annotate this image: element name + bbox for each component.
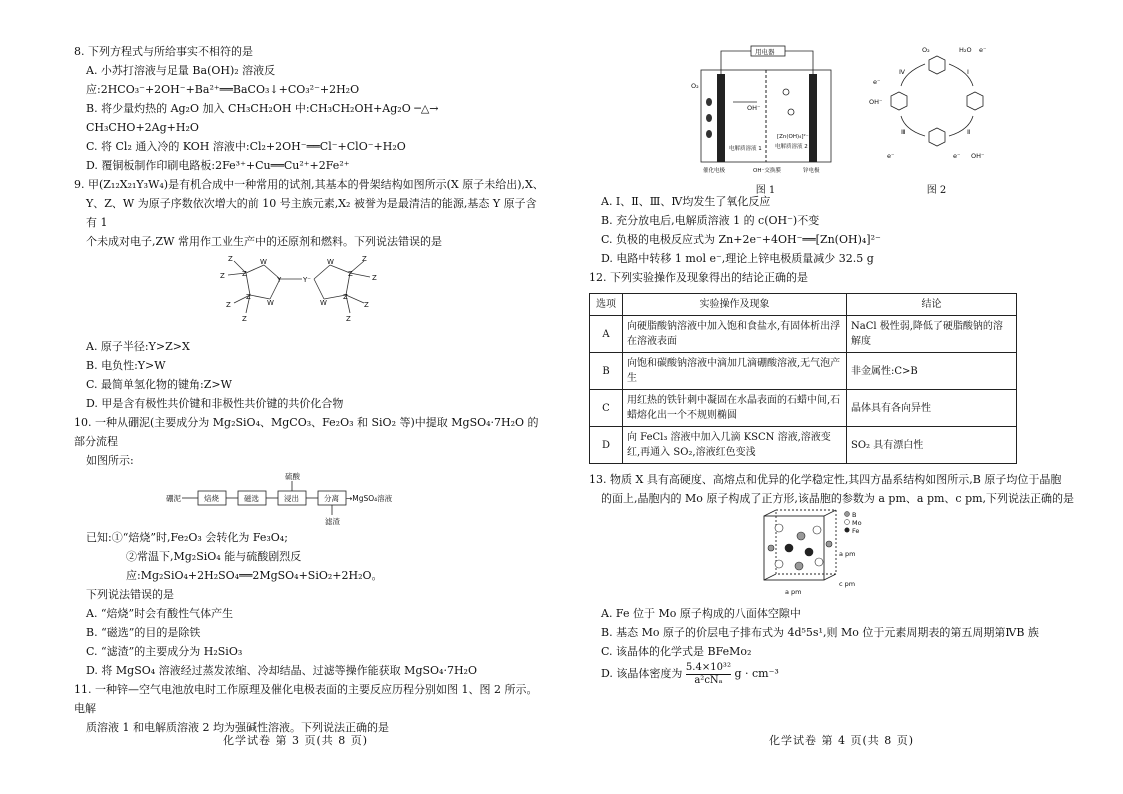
- q10-stem-line2: 如图所示:: [86, 454, 134, 467]
- q10-stem-line1: 10. 一种从硼泥(主要成分为 Mg₂SiO₄、MgCO₃、Fe₂O₃ 和 SiO₂ 等)中提取 MgSO₄·7H₂O 的部分流程: [74, 416, 539, 448]
- q10-option-c: C. “滤渣”的主要成分为 H₂SiO₃: [86, 645, 243, 658]
- atom-w: W: [267, 299, 274, 307]
- atom-z: Z: [346, 315, 351, 323]
- o2-label: O₂: [690, 82, 699, 90]
- zincate-label: [Zn(OH)₄]²⁻: [776, 134, 809, 140]
- question-11: [74, 680, 547, 737]
- q12-table: [589, 293, 1017, 464]
- q11-option-b: B. 充分放电后,电解质溶液 1 的 c(OH⁻)不变: [601, 214, 820, 227]
- atom-z: Z: [242, 270, 247, 278]
- oh-label: OH⁻: [868, 98, 882, 106]
- h2o-label: H₂O: [958, 46, 972, 54]
- atom-z: Z: [220, 272, 225, 280]
- fraction-numerator: 5.4×10³²: [685, 661, 731, 673]
- row-option: B: [590, 353, 623, 390]
- flow-acid: 硫酸: [285, 472, 300, 481]
- atom-w: W: [327, 258, 334, 266]
- flow-step-leach: 浸出: [284, 494, 299, 503]
- row-option: D: [590, 427, 623, 464]
- atom-w: W: [260, 258, 267, 266]
- atom-z: Z: [242, 315, 247, 323]
- q8-stem: 8. 下列方程式与所给事实不相符的是: [74, 45, 253, 58]
- question-11-options: [589, 192, 1108, 268]
- q13-option-a: A. Fe 位于 Mo 原子构成的八面体空隙中: [601, 607, 801, 620]
- q13-option-c: C. 该晶体的化学式是 BFeMo₂: [601, 645, 752, 658]
- row-option: A: [590, 316, 623, 353]
- flow-start: 硼泥: [166, 494, 181, 503]
- q10-flow-diagram: [74, 470, 494, 528]
- atom-z: Z: [246, 293, 251, 301]
- axis-a-horizontal: a pm: [785, 588, 802, 596]
- catalytic-electrode: [717, 74, 725, 162]
- q12-stem: 12. 下列实验操作及现象得出的结论正确的是: [589, 271, 808, 284]
- footer-page-4: 化学试卷 第 4 页(共 8 页): [768, 734, 915, 747]
- step-4-label: Ⅳ: [898, 68, 905, 76]
- atom-z: Z: [343, 293, 348, 301]
- oh-label: OH⁻: [970, 152, 984, 160]
- legend-b: B: [852, 511, 857, 519]
- solution-2-label: 电解质溶液 2: [774, 144, 808, 150]
- q9-option-d: D. 甲是含有极性共价键和非极性共价键的共价化合物: [86, 397, 344, 410]
- question-8: [74, 42, 547, 175]
- electron-label: e⁻: [872, 78, 880, 86]
- q13-option-b: B. 基态 Mo 原子的价层电子排布式为 4d⁵5s¹,则 Mo 位于元素周期表的第五周期第ⅣB 族: [601, 626, 1039, 639]
- atom-y-minus: Y⁻: [303, 276, 311, 284]
- step-2-label: Ⅱ: [966, 128, 970, 136]
- table-row: [590, 353, 1017, 390]
- q11-stem-line2: 质溶液 1 和电解质溶液 2 均为强碱性溶液。下列说法正确的是: [86, 721, 389, 734]
- axis-a-vertical: a pm: [839, 550, 856, 558]
- q11-option-a: A. Ⅰ、Ⅱ、Ⅲ、Ⅳ均发生了氧化反应: [601, 195, 771, 208]
- flow-step-roast: 焙烧: [204, 494, 219, 503]
- q13-option-d: [601, 661, 1108, 687]
- oh-label: OH⁻: [746, 104, 760, 112]
- step-3-label: Ⅲ: [900, 128, 905, 136]
- q13-stem-line1: 13. 物质 X 具有高硬度、高熔点和优异的化学稳定性,其四方晶系结构如图所示,B 原子均位于晶胞: [589, 473, 1062, 486]
- flow-end: →MgSO₄溶液: [346, 494, 393, 503]
- q11-stem-line1: 11. 一种锌—空气电池放电时工作原理及催化电极表面的主要反应历程分别如图 1、图 2 所示。电解: [74, 683, 538, 715]
- header-conclusion: 结论: [847, 294, 1017, 316]
- row-option: C: [590, 390, 623, 427]
- q9-stem-line2: Y、Z、W 为原子序数依次增大的前 10 号主族元素,X₂ 被誉为是最清洁的能源,基态 Y 原子含有 1: [86, 197, 537, 229]
- axis-c: c pm: [839, 580, 856, 588]
- q13-option-d-prefix: D. 该晶体密度为: [601, 667, 683, 680]
- fraction-denominator: a²cNₐ: [694, 674, 723, 686]
- q13-stem-line2: 的面上,晶胞内的 Mo 原子构成了正方形,该晶胞的参数为 a pm、a pm、c pm,下列说法正确的是: [601, 492, 1075, 505]
- q9-skeleton-structure: [74, 251, 494, 337]
- row-operation: 用红热的铁针刺中凝固在水晶表面的石蜡中间,石蜡熔化出一个不规则椭圆: [623, 390, 847, 427]
- density-unit: g · cm⁻³: [734, 667, 779, 680]
- flow-residue: 滤渣: [325, 517, 340, 526]
- zinc-electrode: [809, 74, 817, 162]
- figure-2-caption: 图 2: [926, 185, 947, 196]
- q9-stem-line1: 9. 甲(Z₁₂X₂₁Y₃W₄)是有机合成中一种常用的试剂,其基本的骨架结构如图所示(X 原子未给出),X、: [74, 178, 544, 191]
- device-label: 用电器: [754, 48, 774, 56]
- zn-electrode-label: 锌电极: [802, 168, 820, 174]
- footer-page-3: 化学试卷 第 3 页(共 8 页): [222, 734, 369, 747]
- row-conclusion: SO₂ 具有漂白性: [847, 427, 1017, 464]
- q9-stem-line3: 个未成对电子,ZW 常用作工业生产中的还原剂和燃料。下列说法错误的是: [86, 235, 442, 248]
- q11-figures: [589, 42, 1108, 196]
- q10-option-a: A. “焙烧”时会有酸性气体产生: [86, 607, 234, 620]
- q9-option-c: C. 最简单氢化物的键角:Z>W: [86, 378, 232, 391]
- battery-diagram: [691, 42, 841, 178]
- q11-figure-2: [867, 42, 1007, 196]
- legend-mo: Mo: [852, 519, 862, 527]
- table-row: [590, 390, 1017, 427]
- q8-option-d: D. 覆铜板制作印刷电路板:2Fe³⁺+Cu══Cu²⁺+2Fe²⁺: [86, 159, 350, 172]
- cat-electrode-label: 催化电极: [702, 168, 725, 174]
- row-operation: 向硬脂酸钠溶液中加入饱和食盐水,有固体析出浮在溶液表面: [623, 316, 847, 353]
- q11-option-c: C. 负极的电极反应式为 Zn+2e⁻+4OH⁻══[Zn(OH)₄]²⁻: [601, 233, 881, 246]
- row-conclusion: 非金属性:C>B: [847, 353, 1017, 390]
- question-10: [74, 413, 547, 680]
- figure-1-caption: 图 1: [755, 185, 776, 196]
- q11-option-d: D. 电路中转移 1 mol e⁻,理论上锌电极质量减少 32.5 g: [601, 252, 874, 265]
- electron-label: e⁻: [886, 152, 894, 160]
- q10-ask: 下列说法错误的是: [86, 588, 174, 601]
- row-conclusion: 晶体具有各向异性: [847, 390, 1017, 427]
- q8-option-a: A. 小苏打溶液与足量 Ba(OH)₂ 溶液反应:2HCO₃⁻+2OH⁻+Ba²⁺══BaCO₃↓+CO₃²⁻+2H₂O: [86, 64, 360, 96]
- header-option: 选项: [590, 294, 623, 316]
- header-operation: 实验操作及现象: [623, 294, 847, 316]
- q10-option-b: B. “磁选”的目的是除铁: [86, 626, 201, 639]
- atom-w: W: [320, 299, 327, 307]
- q9-option-b: B. 电负性:Y>W: [86, 359, 166, 372]
- legend-fe: Fe: [852, 527, 860, 535]
- q11-figure-1: [690, 42, 841, 196]
- flow-step-separate: 分离: [324, 494, 339, 503]
- q10-option-d: D. 将 MgSO₄ 溶液经过蒸发浓缩、冷却结晶、过滤等操作能获取 MgSO₄·7H₂O: [86, 664, 477, 677]
- question-9: [74, 175, 547, 413]
- page-4: [561, 0, 1122, 794]
- step-1-label: Ⅰ: [966, 68, 969, 76]
- atom-y: Y: [277, 276, 282, 284]
- atom-z: Z: [348, 270, 353, 278]
- crystal-cell-diagram: [589, 508, 1019, 604]
- row-operation: 向饱和碳酸钠溶液中滴加几滴硼酸溶液,无气泡产生: [623, 353, 847, 390]
- table-row: [590, 316, 1017, 353]
- flow-step-magnetic: 磁选: [244, 494, 259, 503]
- atom-z: Z: [228, 255, 233, 263]
- atom-z: Z: [226, 301, 231, 309]
- reaction-cycle-diagram: [867, 42, 1007, 178]
- membrane-label: OH⁻交换膜: [752, 168, 781, 174]
- q9-option-a: A. 原子半径:Y>Z>X: [86, 340, 190, 353]
- electron-label: e⁻: [952, 152, 960, 160]
- o2-label: O₂: [921, 46, 930, 54]
- table-header-row: [590, 294, 1017, 316]
- atom-z: Z: [362, 255, 367, 263]
- row-operation: 向 FeCl₃ 溶液中加入几滴 KSCN 溶液,溶液变红,再通入 SO₂,溶液红色变浅: [623, 427, 847, 464]
- q8-option-c: C. 将 Cl₂ 通入冷的 KOH 溶液中:Cl₂+2OH⁻══Cl⁻+ClO⁻+H₂O: [86, 140, 406, 153]
- q8-option-b: B. 将少量灼热的 Ag₂O 加入 CH₃CH₂OH 中:CH₃CH₂OH+Ag₂O ─△→ CH₃CHO+2Ag+H₂O: [86, 102, 439, 134]
- electron-label: e⁻: [978, 46, 986, 54]
- row-conclusion: NaCl 极性弱,降低了硬脂酸钠的溶解度: [847, 316, 1017, 353]
- table-row: [590, 427, 1017, 464]
- page-3: [0, 0, 561, 794]
- question-12: [589, 268, 1108, 464]
- q10-known-2: ②常温下,Mg₂SiO₄ 能与硫酸剧烈反应:Mg₂SiO₄+2H₂SO₄══2MgSO₄+SiO₂+2H₂O。: [126, 550, 383, 582]
- atom-z: Z: [364, 301, 369, 309]
- atom-z: Z: [372, 274, 377, 282]
- solution-1-label: 电解质溶液 1: [728, 146, 762, 152]
- question-13: [589, 470, 1108, 687]
- density-fraction: [686, 662, 731, 687]
- q10-known-1: 已知:①“焙烧”时,Fe₂O₃ 会转化为 Fe₃O₄;: [86, 531, 288, 544]
